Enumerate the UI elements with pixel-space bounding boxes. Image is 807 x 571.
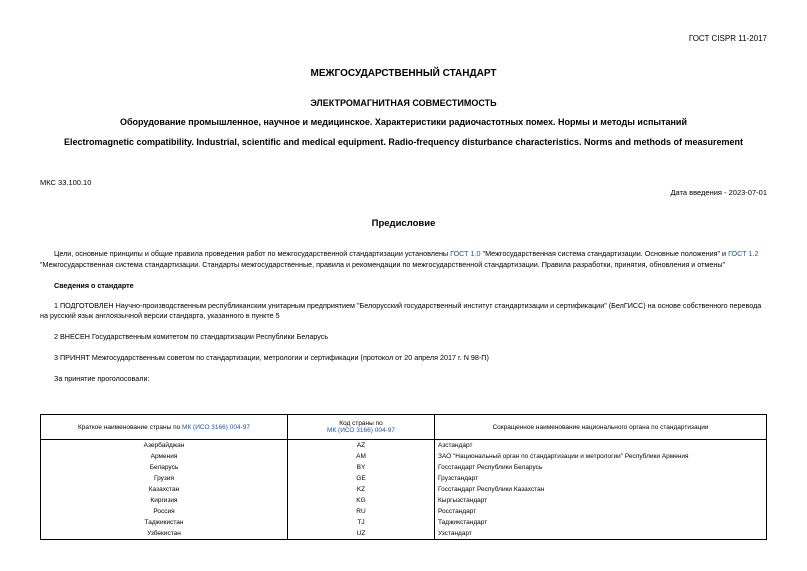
country-cell: Узбекистан	[41, 528, 288, 540]
preface-paragraph-line1	[40, 249, 758, 258]
item2: 2 ВНЕСЕН Государственным комитетом по стандартизации Республики Беларусь	[54, 332, 329, 341]
document-code: ГОСТ CISPR 11-2017	[688, 34, 767, 43]
standards-body-cell: Таджикстандарт	[435, 517, 767, 528]
code-cell: TJ	[288, 517, 435, 528]
item1-line2: на русский язык англоязычной версии стандарта, указанного в пункте 5	[40, 311, 280, 320]
english-title: Electromagnetic compatibility. Industrial, scientific and medical equipment. Radio-frequency disturbance characteristics. Norms and methods of measurement	[63, 137, 743, 147]
country-cell: Грузия	[41, 473, 288, 484]
preface-text-a: Цели, основные принципы и общие правила проведения работ по межгосударственной стандартизации установлены	[54, 249, 451, 258]
standards-body-cell: Росстандарт	[435, 506, 767, 517]
table-row	[41, 440, 767, 452]
header-country-name	[41, 415, 288, 440]
country-cell: Киргизия	[41, 495, 288, 506]
code-cell: GE	[288, 473, 435, 484]
table-row	[41, 462, 767, 473]
header-country-text: Краткое наименование страны по	[78, 423, 183, 431]
code-cell: AZ	[288, 440, 435, 452]
standards-body-cell: Кыргызстандарт	[435, 495, 767, 506]
code-cell: KZ	[288, 484, 435, 495]
standards-body-cell: Госстандарт Республики Беларусь	[435, 462, 767, 473]
standards-body-cell: Госстандарт Республики Казахстан	[435, 484, 767, 495]
header-standards-body: Сокращенное наименование национального органа по стандартизации	[435, 415, 767, 440]
country-cell: Таджикистан	[41, 517, 288, 528]
table-row	[41, 517, 767, 528]
table-row	[41, 484, 767, 495]
standards-body-cell: ЗАО "Национальный орган по стандартизации и метрологии" Республики Армения	[435, 451, 767, 462]
code-cell: RU	[288, 506, 435, 517]
code-cell: KG	[288, 495, 435, 506]
code-cell: AM	[288, 451, 435, 462]
russian-title: Оборудование промышленное, научное и медицинское. Характеристики радиочастотных помех. Нормы и методы испытаний	[119, 117, 687, 127]
interstate-standard-heading: МЕЖГОСУДАРСТВЕННЫЙ СТАНДАРТ	[310, 68, 497, 79]
code-cell: UZ	[288, 528, 435, 540]
preface-text-b: "Межгосударственная система стандартизации. Основные положения" и	[480, 249, 729, 258]
country-cell: Беларусь	[41, 462, 288, 473]
standard-info-heading: Сведения о стандарте	[54, 281, 134, 290]
table-row	[41, 473, 767, 484]
preface-heading: Предисловие	[371, 218, 436, 229]
gost-1-2-link[interactable]: ГОСТ 1.2	[728, 249, 759, 258]
introduction-date: Дата введения - 2023-07-01	[670, 188, 767, 197]
emc-heading: ЭЛЕКТРОМАГНИТНАЯ СОВМЕСТИМОСТЬ	[310, 98, 497, 108]
gost-1-0-link[interactable]: ГОСТ 1.0	[450, 249, 481, 258]
table-row	[41, 451, 767, 462]
table-row	[41, 495, 767, 506]
mk-iso-3166-link[interactable]: МК (ИСО 3166) 004-97	[182, 423, 250, 431]
standards-body-cell: Грузстандарт	[435, 473, 767, 484]
country-cell: Россия	[41, 506, 288, 517]
table-header-row	[41, 415, 767, 440]
table-row	[41, 528, 767, 540]
country-cell: Армения	[41, 451, 288, 462]
mks-code: МКС 33.100.10	[40, 178, 92, 187]
preface-paragraph-line2: "Межгосударственная система стандартизации. Стандарты межгосударственные, правила и рекомендации по межгосударственной стандартизации. Правила разработки, принятия, обновления и отмены"	[40, 260, 726, 269]
code-cell: BY	[288, 462, 435, 473]
country-cell: Азербайджан	[41, 440, 288, 452]
standards-body-cell: Узстандарт	[435, 528, 767, 540]
table-body	[41, 440, 767, 540]
header-country-code	[288, 415, 435, 440]
item3: 3 ПРИНЯТ Межгосударственным советом по стандартизации, метрологии и сертификации (протокол от 20 апреля 2017 г. N 98-П)	[54, 353, 489, 362]
voting-countries-table	[40, 414, 767, 540]
header-code-text: Код страны по	[339, 420, 383, 427]
voted-label: За принятие проголосовали:	[54, 374, 150, 383]
table-row	[41, 506, 767, 517]
item1-line1: 1 ПОДГОТОВЛЕН Научно-производственным республиканским унитарным предприятием "Белорусский государственный институт стандартизации и сертификации" (БелГИСС) на основе собственного перевода	[54, 301, 762, 310]
country-cell: Казахстан	[41, 484, 288, 495]
mk-iso-3166-code-link[interactable]: МК (ИСО 3166) 004-97	[327, 427, 395, 434]
standards-body-cell: Азстандарт	[435, 440, 767, 452]
